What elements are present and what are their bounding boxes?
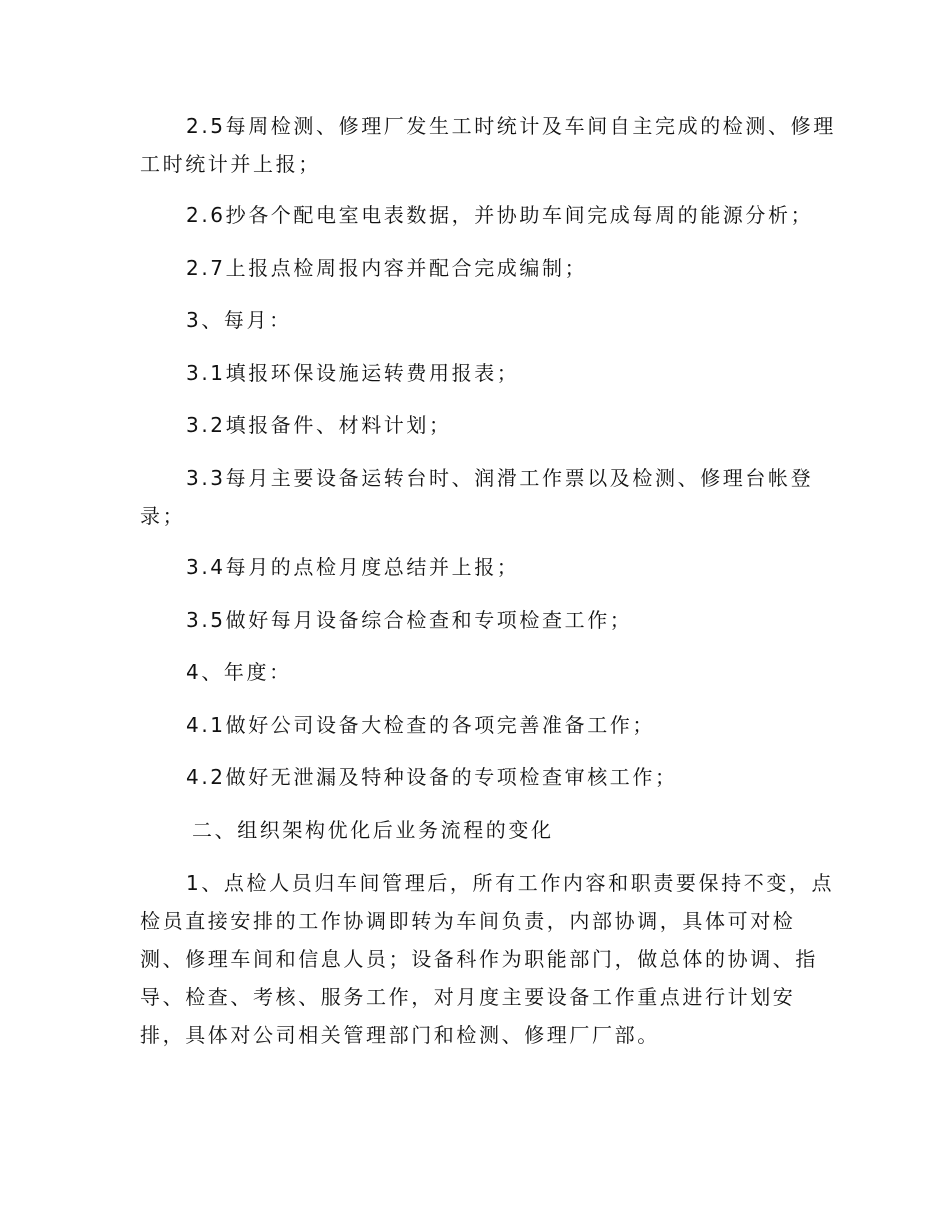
paragraph-3-1 (140, 354, 820, 392)
section-heading (140, 811, 820, 849)
paragraph-3-2 (140, 406, 820, 444)
text-line: 3、每月： (186, 308, 292, 332)
text-line: 导、检查、考核、服务工作，对月度主要设备工作重点进行计划安 (140, 985, 796, 1009)
text-line: 2.5每周检测、修理厂发生工时统计及车间自主完成的检测、修理 (186, 114, 836, 138)
paragraph-3-3 (140, 459, 820, 535)
text-line: 3.4每月的点检月度总结并上报； (186, 555, 520, 579)
text-line: 排，具体对公司相关管理部门和检测、修理厂厂部。 (140, 1023, 660, 1047)
text-line: 录； (140, 504, 186, 528)
text-line: 4.1做好公司设备大检查的各项完善准备工作； (186, 713, 656, 737)
text-line: 工时统计并上报； (140, 152, 321, 176)
paragraph-4-2 (140, 758, 820, 796)
paragraph-1 (140, 864, 835, 1054)
text-line: 4.2做好无泄漏及特种设备的专项检查审核工作； (186, 765, 678, 789)
text-line: 测、修理车间和信息人员；设备科作为职能部门，做总体的协调、指 (140, 947, 818, 971)
paragraph-3 (140, 301, 820, 339)
paragraph-3-4 (140, 548, 820, 586)
text-line: 1、点检人员归车间管理后，所有工作内容和职责要保持不变，点 (186, 871, 835, 895)
text-line: 二、组织架构优化后业务流程的变化 (192, 818, 554, 842)
paragraph-2-7 (140, 249, 820, 287)
text-line: 3.1填报环保设施运转费用报表； (186, 361, 520, 385)
text-line: 3.2填报备件、材料计划； (186, 413, 452, 437)
paragraph-4 (140, 653, 820, 691)
paragraph-2-5 (140, 107, 836, 183)
text-line: 2.6抄各个配电室电表数据，并协助车间完成每周的能源分析； (186, 203, 814, 227)
paragraph-4-1 (140, 706, 820, 744)
paragraph-3-5 (140, 601, 820, 639)
text-line: 3.5做好每月设备综合检查和专项检查工作； (186, 608, 633, 632)
text-line: 3.3每月主要设备运转台时、润滑工作票以及检测、修理台帐登 (186, 466, 814, 490)
text-line: 检员直接安排的工作协调即转为车间负责，内部协调，具体可对检 (140, 909, 796, 933)
paragraph-2-6 (140, 196, 820, 234)
text-line: 2.7上报点检周报内容并配合完成编制； (186, 256, 588, 280)
text-line: 4、年度： (186, 660, 292, 684)
